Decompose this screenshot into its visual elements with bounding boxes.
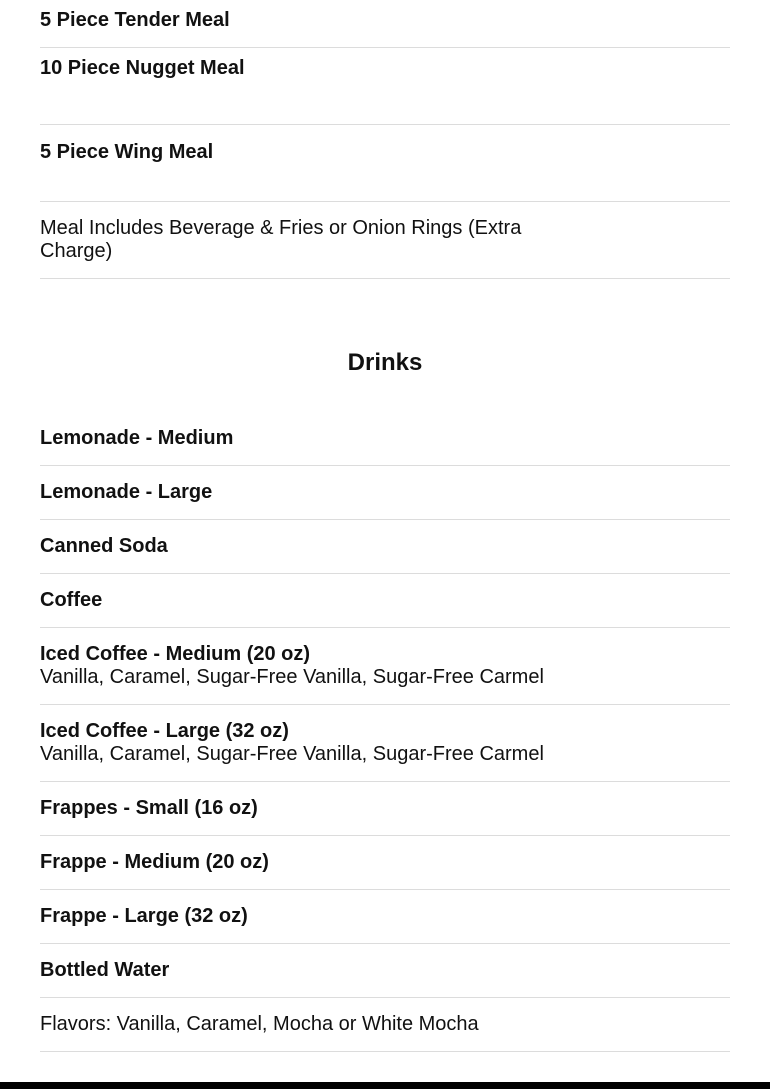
section-title: Drinks (347, 349, 423, 376)
menu-item-name: Coffee (40, 589, 103, 611)
menu-item-name: 5 Piece Tender Meal (40, 9, 230, 31)
menu-item[interactable] (40, 705, 730, 782)
menu-item-description: Vanilla, Caramel, Sugar-Free Vanilla, Sugar-Free Carmel (40, 743, 544, 765)
menu-item-name: Frappes - Small (16 oz) (40, 797, 258, 819)
menu-item-name: Iced Coffee - Large (32 oz) (40, 720, 289, 742)
menu-item[interactable] (40, 466, 730, 520)
menu-item[interactable] (40, 0, 730, 48)
drinks-note-text: Flavors: Vanilla, Caramel, Mocha or White Mocha (40, 1013, 479, 1035)
menu-list (40, 0, 730, 1052)
menu-item-name: Frappe - Large (32 oz) (40, 905, 248, 927)
menu-item[interactable] (40, 48, 730, 125)
menu-item-name: Canned Soda (40, 535, 168, 557)
menu-item[interactable] (40, 890, 730, 944)
menu-item-name: 10 Piece Nugget Meal (40, 57, 245, 79)
menu-item[interactable] (40, 419, 730, 466)
footer-bar (0, 1082, 770, 1089)
menu-item-name: 5 Piece Wing Meal (40, 141, 214, 163)
menu-item[interactable] (40, 125, 730, 202)
menu-item[interactable] (40, 520, 730, 574)
menu-item[interactable] (40, 628, 730, 705)
menu-item-description: Vanilla, Caramel, Sugar-Free Vanilla, Sugar-Free Carmel (40, 666, 544, 688)
menu-item[interactable] (40, 836, 730, 890)
section-header-drinks (40, 279, 730, 419)
menu-item[interactable] (40, 574, 730, 628)
meal-note (40, 202, 730, 279)
menu-item[interactable] (40, 944, 730, 998)
menu-item-name: Lemonade - Large (40, 481, 213, 503)
menu-item-name: Iced Coffee - Medium (20 oz) (40, 643, 311, 665)
menu-item-name: Frappe - Medium (20 oz) (40, 851, 269, 873)
menu-item-name: Bottled Water (40, 959, 170, 981)
drinks-note (40, 998, 730, 1052)
menu-item-name: Lemonade - Medium (40, 427, 234, 449)
menu-item[interactable] (40, 782, 730, 836)
meal-note-text: Meal Includes Beverage & Fries or Onion Rings (Extra Charge) (40, 217, 522, 262)
